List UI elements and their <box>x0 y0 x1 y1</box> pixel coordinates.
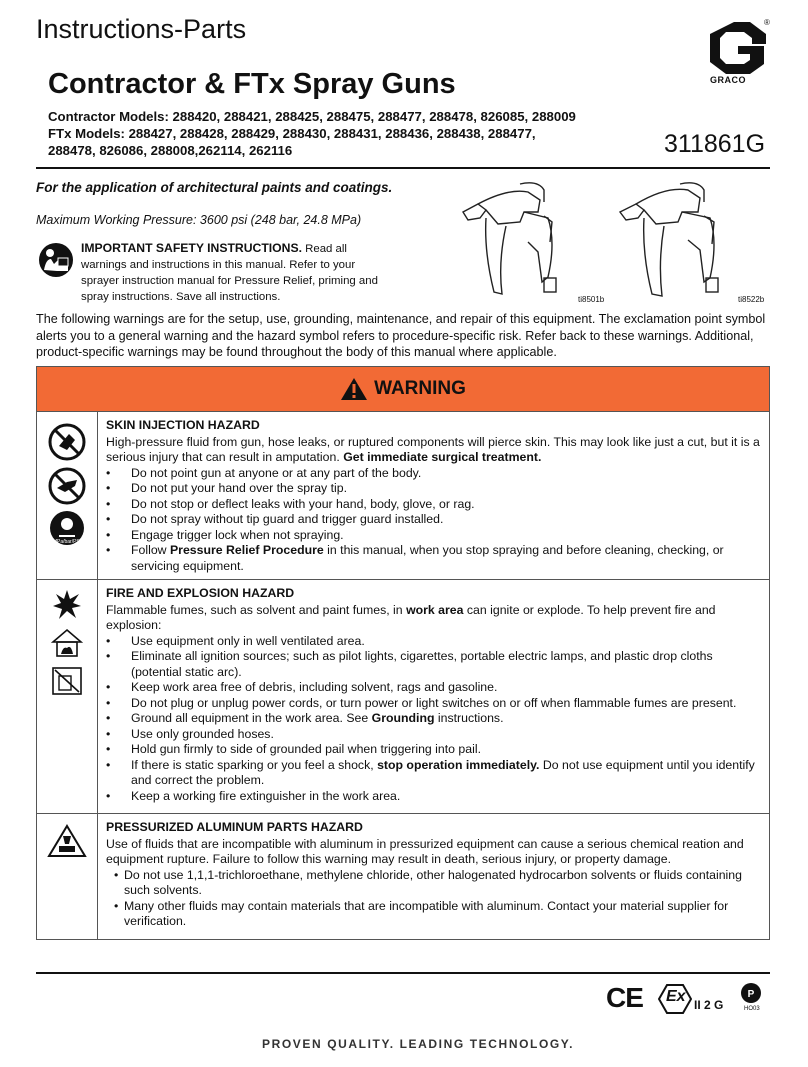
desc-text: High-pressure fluid from gun, hose leaks, or ruptured components will pierce skin. This may look like just a cut, but it is a serious injury that can result in amputation. <box>106 434 760 464</box>
ftx-gun-illustration <box>618 182 748 302</box>
warning-table <box>36 366 770 940</box>
no-ignition-icon <box>51 666 83 696</box>
page-title: Contractor & FTx Spray Guns <box>48 68 456 100</box>
skin-injection-title: SKIN INJECTION HAZARD <box>106 418 260 432</box>
fire-explosion-list <box>106 634 761 805</box>
item-text: instructions. <box>434 711 504 725</box>
contractor-models: Contractor Models: 288420, 288421, 288425, 288475, 288477, 288478, 826085, 288009 <box>48 109 576 124</box>
list-item: • Engage trigger lock when not spraying. <box>106 528 761 544</box>
fm-approval-icon <box>740 982 766 1004</box>
list-item <box>106 758 761 789</box>
logo-text: GRACO <box>710 75 746 85</box>
ftx-models: FTx Models: 288427, 288428, 288429, 288430, 288431, 288436, 288438, 288477, <box>48 126 536 141</box>
svg-text:P: P <box>747 989 755 1000</box>
fire-explosion-desc <box>106 603 761 634</box>
item-emphasis: stop operation immediately. <box>377 757 540 772</box>
safety-instructions <box>81 240 381 305</box>
warning-title: WARNING <box>374 378 466 399</box>
aluminum-text <box>98 814 769 939</box>
warning-triangle-icon <box>340 377 368 401</box>
skin-injection-text <box>98 412 769 579</box>
registered-mark: ® <box>764 18 770 27</box>
fire-hazard-icon <box>51 628 83 658</box>
list-item: • Keep a working fire extinguisher in the work area. <box>106 789 761 805</box>
image-caption: ti8501b <box>578 295 605 304</box>
item-text: Ground all equipment in the work area. See <box>131 711 372 725</box>
skin-injection-desc <box>106 435 761 466</box>
safety-heading: IMPORTANT SAFETY INSTRUCTIONS. <box>81 241 302 255</box>
read-manual-icon <box>38 242 74 278</box>
doc-number: 311861G <box>664 130 766 158</box>
fire-explosion-icons <box>37 580 98 813</box>
desc-emphasis: Get immediate surgical treatment. <box>343 450 542 464</box>
skin-injection-row <box>37 412 769 580</box>
list-item: • Keep work area free of debris, including solvent, rags and gasoline. <box>106 680 761 696</box>
aluminum-icons <box>37 814 98 939</box>
aluminum-desc: Use of fluids that are incompatible with aluminum in pressurized equipment can cause a serious chemical reation and equipment rupture. Failure to follow this warning may result in death, serious injury, or property damage. <box>106 836 744 866</box>
explosion-icon <box>53 590 81 620</box>
list-item: • Do not spray without tip guard and trigger guard installed. <box>106 512 761 528</box>
max-pressure: Maximum Working Pressure: 3600 psi (248 bar, 24.8 MPa) <box>36 213 362 227</box>
desc-text: can ignite or explode. To help prevent fire and explosion: <box>106 602 716 632</box>
aluminum-title: PRESSURIZED ALUMINUM PARTS HAZARD <box>106 820 363 834</box>
list-item: • Hold gun firmly to side of grounded pail when triggering into pail. <box>106 742 761 758</box>
item-emphasis: Pressure Relief Procedure <box>169 543 324 557</box>
list-item: • Use equipment only in well ventilated area. <box>106 634 761 650</box>
list-item: • Do not point gun at anyone or at any part of the body. <box>106 466 761 482</box>
list-item: • Many other fluids may contain materials that are incompatible with aluminum. Contact your material supplier for verification. <box>106 899 761 930</box>
list-item <box>106 711 761 727</box>
desc-text: Flammable fumes, such as solvent and paint fumes, in <box>106 602 407 617</box>
chemical-hazard-icon <box>47 824 87 858</box>
ex-mark: Ex <box>666 988 686 1005</box>
list-item: • Do not put your hand over the spray tip. <box>106 481 761 497</box>
top-divider <box>36 167 770 169</box>
list-item: • Do not plug or unplug power cords, or turn power or light switches on or off when flammable fumes are present. <box>106 696 761 712</box>
tagline: PROVEN QUALITY. LEADING TECHNOLOGY. <box>262 1037 575 1051</box>
graco-logo <box>706 20 776 88</box>
contractor-gun-illustration <box>458 182 588 302</box>
certification-marks <box>606 982 776 1016</box>
item-text: in this manual, when you stop spraying and before cleaning, checking, or servicing equipment. <box>131 543 724 573</box>
aluminum-list <box>106 868 761 930</box>
list-item: • Eliminate all ignition sources; such as pilot lights, cigarettes, portable electric lamps, and plastic drop cloths (potential static arc). <box>106 649 761 680</box>
list-item: • Use only grounded hoses. <box>106 727 761 743</box>
aluminum-row <box>37 814 769 939</box>
fire-explosion-title: FIRE AND EXPLOSION HAZARD <box>106 586 295 600</box>
warning-header <box>37 367 769 412</box>
item-text: Follow <box>131 543 170 557</box>
ftx-models-cont: 288478, 826086, 288008,262114, 262116 <box>48 143 293 158</box>
desc-emphasis: work area <box>406 602 464 617</box>
pressure-units-label: MPa/bar/PSI <box>52 539 82 545</box>
list-item: • Do not use 1,1,1-trichloroethane, methylene chloride, other halogenated hydrocarbon solvents or fluids containing such solvents. <box>106 868 761 899</box>
doc-type: Instructions-Parts <box>36 14 247 44</box>
model-list <box>48 108 648 159</box>
bottom-divider <box>36 972 770 974</box>
warnings-intro: The following warnings are for the setup, use, grounding, maintenance, and repair of this equipment. The exclamation point symbol alerts you to a general warning and the hazard symbol refers to procedure-specific risk. Refer back to these warnings. Additional, product-specific warnings may be found throughout the body of this manual where applicable. <box>36 312 766 359</box>
no-hand-over-tip-icon <box>47 422 87 462</box>
item-text: If there is static sparking or you feel a shock, <box>131 757 378 772</box>
item-emphasis: Grounding <box>371 711 435 725</box>
cert-code: HO03 <box>744 1006 760 1012</box>
pressure-hazard-icon <box>45 510 89 548</box>
ex-class: II 2 G <box>694 998 724 1012</box>
list-item: • Do not stop or deflect leaks with your hand, body, glove, or rag. <box>106 497 761 513</box>
no-point-gun-icon <box>47 466 87 506</box>
fire-explosion-row <box>37 580 769 814</box>
application-statement: For the application of architectural paints and coatings. <box>36 180 393 195</box>
safety-text: Read all warnings and instructions in this manual. Refer to your sprayer instruction manual for Pressure Relief, priming and spray instructions. Save all instructions. <box>81 243 378 303</box>
item-text: Do not use equipment until you identify and correct the problem. <box>131 757 755 787</box>
list-item <box>106 543 761 574</box>
skin-injection-icons <box>37 412 98 579</box>
ce-mark: CE <box>606 982 643 1013</box>
fire-explosion-text <box>98 580 769 813</box>
skin-injection-list <box>106 466 761 575</box>
graco-logo-mark <box>706 20 776 76</box>
image-caption: ti8522b <box>738 295 765 304</box>
